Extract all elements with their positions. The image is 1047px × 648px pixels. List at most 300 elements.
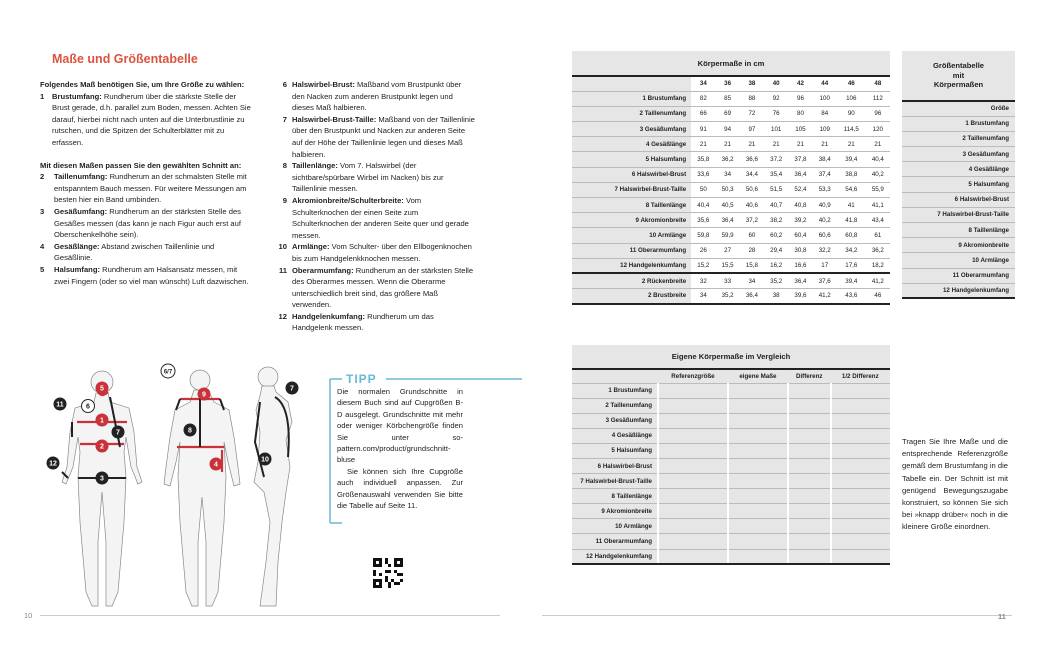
input-cell[interactable] xyxy=(728,534,788,549)
table-cell: 33,6 xyxy=(691,167,715,182)
table-row xyxy=(572,106,890,121)
table-cell: 17 xyxy=(813,258,837,273)
row-label: 8 Taillenlänge xyxy=(902,223,1015,238)
row-label: 4 Gesäßlänge xyxy=(572,428,658,443)
table-cell: 92 xyxy=(764,91,788,106)
side-figure xyxy=(164,370,240,606)
list-item: 2 Taillenumfang: Rundherum an der schmalsten Stelle mit entspanntem Bauch messen. Für weitere Messungen am besten hier ein Band umbinden. xyxy=(40,172,247,205)
table-row xyxy=(902,116,1015,131)
table-cell: 34 xyxy=(740,273,764,288)
table-cell: 35,6 xyxy=(691,213,715,228)
table-cell: 53,3 xyxy=(813,182,837,197)
table-cell: 105 xyxy=(788,122,812,137)
table-cell: 60,2 xyxy=(764,228,788,243)
table-header-row xyxy=(572,369,890,383)
column-header: 1/2 Differenz xyxy=(831,369,890,383)
row-label: 9 Akromionbreite xyxy=(902,238,1015,253)
row-label: 5 Halsumfang xyxy=(572,443,658,458)
intro-text: Folgendes Maß benötigen Sie, um Ihre Größe zu wählen: xyxy=(40,80,245,89)
table-cell: 41,8 xyxy=(837,213,866,228)
size-header: 34 xyxy=(691,76,715,91)
input-cell[interactable] xyxy=(788,489,831,504)
table-cell: 21 xyxy=(837,137,866,152)
input-cell[interactable] xyxy=(788,474,831,489)
row-label: 5 Halsumfang xyxy=(572,152,691,167)
svg-text:11: 11 xyxy=(56,401,64,409)
row-label: 9 Akromionbreite xyxy=(572,504,658,519)
table-cell: 96 xyxy=(866,106,890,121)
size-header: 42 xyxy=(788,76,812,91)
list-item: 10 Armlänge: Vom Schulter- über den Ellbogenknochen bis zum Handgelenkknochen messen. xyxy=(278,242,472,263)
table-cell: 94 xyxy=(715,122,739,137)
table-cell: 18,2 xyxy=(866,258,890,273)
table-cell: 35,2 xyxy=(764,273,788,288)
table-row xyxy=(572,549,890,564)
measure-list-1 xyxy=(40,91,252,149)
row-label: 11 Oberarmumfang xyxy=(902,268,1015,283)
table-row xyxy=(572,273,890,288)
svg-text:6/7: 6/7 xyxy=(163,369,173,376)
table-cell: 96 xyxy=(788,91,812,106)
row-label: 1 Brustumfang xyxy=(902,116,1015,131)
row-label: 2 Taillenumfang xyxy=(572,398,658,413)
table-cell: 106 xyxy=(837,91,866,106)
table-row xyxy=(572,489,890,504)
list-item: 12 Handgelenkumfang: Rundherum um das Handgelenk messen. xyxy=(278,311,434,333)
list-item: 6 Halswirbel-Brust: Maßband vom Brustpunkt über den Nacken zum anderen Brustpunkt legen und dieses Maß halbieren. xyxy=(282,80,462,113)
table-cell: 43,6 xyxy=(837,289,866,304)
input-cell[interactable] xyxy=(728,549,788,564)
input-cell[interactable] xyxy=(658,428,728,443)
input-cell[interactable] xyxy=(788,534,831,549)
input-cell[interactable] xyxy=(728,458,788,473)
front-figure xyxy=(62,371,142,606)
table-cell: 43,4 xyxy=(866,213,890,228)
page-number-right: 11 xyxy=(998,612,1006,621)
table-cell: 36,4 xyxy=(715,213,739,228)
table-cell: 51,5 xyxy=(764,182,788,197)
table-cell: 32 xyxy=(691,273,715,288)
table-cell: 109 xyxy=(813,122,837,137)
compare-table-wrap xyxy=(572,345,890,565)
size-header: 44 xyxy=(813,76,837,91)
row-label: 12 Handgelenkumfang xyxy=(572,258,691,273)
input-cell[interactable] xyxy=(658,549,728,564)
table-cell: 59,9 xyxy=(715,228,739,243)
input-cell[interactable] xyxy=(831,398,890,413)
table-row xyxy=(572,198,890,213)
row-label: 2 Brustbreite xyxy=(572,289,691,304)
svg-text:4: 4 xyxy=(214,461,218,469)
table-cell: 112 xyxy=(866,91,890,106)
table-row xyxy=(572,182,890,197)
input-cell[interactable] xyxy=(788,458,831,473)
table-cell: 120 xyxy=(866,122,890,137)
page-number-left: 10 xyxy=(24,611,33,620)
table-cell: 40,8 xyxy=(788,198,812,213)
table-cell: 35,4 xyxy=(764,167,788,182)
table-cell: 60,8 xyxy=(837,228,866,243)
table-cell: 15,8 xyxy=(740,258,764,273)
table-row xyxy=(572,122,890,137)
row-label: 4 Gesäßlänge xyxy=(902,162,1015,177)
input-cell[interactable] xyxy=(658,398,728,413)
list-item: 1 Brustumfang: Rundherum über die stärkste Stelle der Brust gerade, d.h. parallel zum Boden, messen. Achten Sie darauf, hierbei nicht nach unten auf die Unterbrustlinie zu rutschen, und die Spitzen der Schulterblätter mit zu erfassen. xyxy=(40,91,251,147)
column-header: eigene Maße xyxy=(728,369,788,383)
intro-text-2: Mit diesen Maßen passen Sie den gewählten Schnitt an: xyxy=(40,160,242,170)
list-item: 9 Akromionbreite/Schulterbreite: Vom Schulterknochen der einen Seite zum Schulterknochen der anderen Seite quer und gerade messen. xyxy=(282,195,469,240)
input-cell[interactable] xyxy=(658,443,728,458)
table-cell: 59,8 xyxy=(691,228,715,243)
input-cell[interactable] xyxy=(728,413,788,428)
row-label: 12 Handgelenkumfang xyxy=(572,549,658,564)
size-header: 38 xyxy=(740,76,764,91)
table-row xyxy=(572,534,890,549)
tipp-text: Die normalen Grundschnitte in diesem Buch sind auf Cupgrößen B-D ausgelegt. Grundschnitte mit mehr oder weniger Körbchengröße finden Sie unter so-pattern.com/product/grundschnitt-bluse Sie können sich Ihre Cupgröße auch individuell anpassen. Zur Größenauswahl verwenden Sie bitte die Tabelle auf Seite 11. xyxy=(337,387,463,511)
qr-code-icon[interactable] xyxy=(373,558,403,588)
table-cell: 91 xyxy=(691,122,715,137)
input-cell[interactable] xyxy=(831,428,890,443)
row-label: 10 Armlänge xyxy=(902,253,1015,268)
table-row xyxy=(572,213,890,228)
table-cell: 50,6 xyxy=(740,182,764,197)
table-cell: 36,6 xyxy=(740,152,764,167)
measure-list-2 xyxy=(40,171,252,287)
table-row xyxy=(572,243,890,258)
size-table-wrap xyxy=(902,51,1015,299)
table-cell: 21 xyxy=(691,137,715,152)
table-cell: 41 xyxy=(837,198,866,213)
table-cell: 38,4 xyxy=(813,152,837,167)
input-cell[interactable] xyxy=(658,504,728,519)
table-cell: 21 xyxy=(764,137,788,152)
body-measure-table-wrap xyxy=(572,51,890,305)
size-header: Größe xyxy=(902,101,1015,116)
row-label: 6 Halswirbel-Brust xyxy=(902,192,1015,207)
svg-text:10: 10 xyxy=(261,456,269,464)
table-cell: 32,2 xyxy=(813,243,837,258)
row-label: 11 Oberarmumfang xyxy=(572,243,691,258)
table-cell: 30,8 xyxy=(788,243,812,258)
size-table-title: Größentabelle mit Körpermaßen xyxy=(902,51,1015,101)
table-row xyxy=(572,428,890,443)
row-label: 1 Brustumfang xyxy=(572,91,691,106)
row-label: 5 Halsumfang xyxy=(902,177,1015,192)
input-cell[interactable] xyxy=(831,549,890,564)
footer-line-left xyxy=(40,615,500,616)
table-cell: 36,2 xyxy=(715,152,739,167)
table-row xyxy=(902,268,1015,283)
table-cell: 26 xyxy=(691,243,715,258)
row-label: 10 Armlänge xyxy=(572,228,691,243)
table-cell: 61 xyxy=(866,228,890,243)
side-note: Tragen Sie Ihre Maße und die entsprechende Referenzgröße gemäß dem Brustumfang in die Tabelle ein. Der Schnitt ist mit genügend Bewegungszugabe konstruiert, so können Sie sich bei »knapp drüber« noch in die kleinere Größe einordnen. xyxy=(902,437,1008,532)
table-cell: 29,4 xyxy=(764,243,788,258)
table-row xyxy=(902,147,1015,162)
input-cell[interactable] xyxy=(728,519,788,534)
table-cell: 37,6 xyxy=(813,273,837,288)
input-cell[interactable] xyxy=(728,443,788,458)
row-label: 1 Brustumfang xyxy=(572,383,658,398)
table-row xyxy=(902,283,1015,298)
list-item: 11 Oberarmumfang: Rundherum an der stärksten Stelle des Oberarmes messen. Wenn die Oberarme unterschiedlich breit sind, das größere Maß verwenden. xyxy=(278,265,474,310)
column-header: Referenzgröße xyxy=(658,369,728,383)
table-cell: 15,2 xyxy=(691,258,715,273)
row-label: 3 Gesäßumfang xyxy=(572,413,658,428)
list-item: 4 Gesäßlänge: Abstand zwischen Taillenlinie und Gesäßlinie. xyxy=(40,241,215,263)
table-cell: 36,4 xyxy=(788,273,812,288)
svg-text:2: 2 xyxy=(100,443,104,451)
input-cell[interactable] xyxy=(831,458,890,473)
table-row xyxy=(902,223,1015,238)
table-cell: 52,4 xyxy=(788,182,812,197)
table-row xyxy=(572,458,890,473)
input-cell[interactable] xyxy=(658,474,728,489)
text-column-right xyxy=(277,79,475,334)
table-cell: 39,4 xyxy=(837,273,866,288)
input-cell[interactable] xyxy=(658,534,728,549)
table-cell: 21 xyxy=(866,137,890,152)
page-title: Maße und Größentabelle xyxy=(52,52,198,66)
svg-text:1: 1 xyxy=(100,417,104,425)
table-cell: 37,2 xyxy=(740,213,764,228)
table-cell: 34,2 xyxy=(837,243,866,258)
table-row xyxy=(572,228,890,243)
compare-table xyxy=(572,345,890,565)
table-cell: 39,4 xyxy=(837,152,866,167)
svg-text:5: 5 xyxy=(100,385,104,393)
input-cell[interactable] xyxy=(788,443,831,458)
table-cell: 39,2 xyxy=(788,213,812,228)
input-cell[interactable] xyxy=(831,519,890,534)
table-cell: 36,4 xyxy=(740,289,764,304)
input-cell[interactable] xyxy=(728,474,788,489)
table-cell: 21 xyxy=(740,137,764,152)
table-cell: 38 xyxy=(764,289,788,304)
text-column-left xyxy=(40,79,252,287)
table-cell: 40,4 xyxy=(691,198,715,213)
table-cell: 114,5 xyxy=(837,122,866,137)
table-cell: 40,4 xyxy=(866,152,890,167)
table-header-row xyxy=(902,101,1015,116)
row-label: 7 Halswirbel-Brust-Taille xyxy=(902,207,1015,222)
table-row xyxy=(572,474,890,489)
table-cell: 54,6 xyxy=(837,182,866,197)
input-cell[interactable] xyxy=(728,428,788,443)
table-cell: 28 xyxy=(740,243,764,258)
table-cell: 36,4 xyxy=(788,167,812,182)
table-cell: 50 xyxy=(691,182,715,197)
row-label: 12 Handgelenkumfang xyxy=(902,283,1015,298)
table-cell: 90 xyxy=(837,106,866,121)
size-header: 48 xyxy=(866,76,890,91)
table-cell: 69 xyxy=(715,106,739,121)
table-row xyxy=(902,177,1015,192)
body-measure-table xyxy=(572,51,890,305)
input-cell[interactable] xyxy=(728,489,788,504)
svg-text:3: 3 xyxy=(100,475,104,483)
size-header: 40 xyxy=(764,76,788,91)
table-row xyxy=(572,413,890,428)
table-cell: 41,2 xyxy=(813,289,837,304)
table-row xyxy=(572,504,890,519)
input-cell[interactable] xyxy=(788,549,831,564)
table-cell: 15,5 xyxy=(715,258,739,273)
table-cell: 55,9 xyxy=(866,182,890,197)
table-row xyxy=(902,253,1015,268)
svg-text:6: 6 xyxy=(86,403,90,411)
input-cell[interactable] xyxy=(788,398,831,413)
table-cell: 34 xyxy=(715,167,739,182)
table-row xyxy=(902,192,1015,207)
table-cell: 100 xyxy=(813,91,837,106)
table-cell: 36,2 xyxy=(866,243,890,258)
table-cell: 46 xyxy=(866,289,890,304)
input-cell[interactable] xyxy=(658,489,728,504)
list-item: 5 Halsumfang: Rundherum am Halsansatz messen, mit zwei Fingern (oder so viel man wünscht) Luft dazwischen. xyxy=(40,264,249,286)
table-header-row xyxy=(572,76,890,91)
table-cell: 16,2 xyxy=(764,258,788,273)
input-cell[interactable] xyxy=(831,474,890,489)
size-header: 36 xyxy=(715,76,739,91)
table-cell: 35,2 xyxy=(715,289,739,304)
input-cell[interactable] xyxy=(788,428,831,443)
table-cell: 40,2 xyxy=(866,167,890,182)
table-cell: 41,1 xyxy=(866,198,890,213)
table-row xyxy=(572,289,890,304)
table-cell: 39,6 xyxy=(788,289,812,304)
row-label: 7 Halswirbel-Brust-Taille xyxy=(572,474,658,489)
input-cell[interactable] xyxy=(728,383,788,398)
table-cell: 60,4 xyxy=(788,228,812,243)
row-label: 6 Halswirbel-Brust xyxy=(572,167,691,182)
row-label: 4 Gesäßlänge xyxy=(572,137,691,152)
size-table xyxy=(902,51,1015,299)
row-label: 2 Rückenbreite xyxy=(572,273,691,288)
input-cell[interactable] xyxy=(658,383,728,398)
svg-text:7: 7 xyxy=(116,429,120,437)
input-cell[interactable] xyxy=(831,383,890,398)
table-cell: 60,6 xyxy=(813,228,837,243)
list-item: 3 Gesäßumfang: Rundherum an der stärksten Stelle des Gesäßes messen (das kann je nach Figur auch erst auf Oberschenkelhöhe sein). xyxy=(40,206,241,240)
input-cell[interactable] xyxy=(728,504,788,519)
input-cell[interactable] xyxy=(658,458,728,473)
table-cell: 38,8 xyxy=(837,167,866,182)
table-cell: 80 xyxy=(788,106,812,121)
table-cell: 76 xyxy=(764,106,788,121)
column-header: Differenz xyxy=(788,369,831,383)
compare-table-title: Eigene Körpermaße im Vergleich xyxy=(572,345,890,369)
table-cell: 41,2 xyxy=(866,273,890,288)
input-cell[interactable] xyxy=(831,443,890,458)
table-cell: 84 xyxy=(813,106,837,121)
row-label: 6 Halswirbel-Brust xyxy=(572,458,658,473)
table-row xyxy=(572,443,890,458)
input-cell[interactable] xyxy=(788,504,831,519)
table-row xyxy=(902,162,1015,177)
input-cell[interactable] xyxy=(728,398,788,413)
row-label: 8 Taillenlänge xyxy=(572,489,658,504)
table-row xyxy=(902,131,1015,146)
table-cell: 17,6 xyxy=(837,258,866,273)
table-row xyxy=(572,519,890,534)
input-cell[interactable] xyxy=(831,489,890,504)
table-cell: 40,5 xyxy=(715,198,739,213)
table-cell: 34 xyxy=(691,289,715,304)
table-cell: 37,4 xyxy=(813,167,837,182)
table-cell: 21 xyxy=(813,137,837,152)
table-cell: 40,6 xyxy=(740,198,764,213)
body-table-title: Körpermaße in cm xyxy=(572,51,890,76)
table-cell: 85 xyxy=(715,91,739,106)
row-label: 2 Taillenumfang xyxy=(572,106,691,121)
table-row xyxy=(902,238,1015,253)
input-cell[interactable] xyxy=(658,413,728,428)
row-label: 8 Taillenlänge xyxy=(572,198,691,213)
table-cell: 21 xyxy=(715,137,739,152)
measure-list-3 xyxy=(277,79,475,334)
input-cell[interactable] xyxy=(658,519,728,534)
row-label: 9 Akromionbreite xyxy=(572,213,691,228)
size-header: 46 xyxy=(837,76,866,91)
table-row xyxy=(572,137,890,152)
list-item: 8 Taillenlänge: Vom 7. Halswirbel (der sichtbare/spürbare Wirbel im Nacken) bis zur Taillenlinie messen. xyxy=(282,161,444,194)
table-cell: 60 xyxy=(740,228,764,243)
table-cell: 21 xyxy=(788,137,812,152)
row-label: 3 Gesäßumfang xyxy=(572,122,691,137)
table-cell: 40,2 xyxy=(813,213,837,228)
table-cell: 97 xyxy=(740,122,764,137)
table-cell: 37,8 xyxy=(788,152,812,167)
input-cell[interactable] xyxy=(831,504,890,519)
table-cell: 88 xyxy=(740,91,764,106)
table-cell: 37,2 xyxy=(764,152,788,167)
table-cell: 16,6 xyxy=(788,258,812,273)
table-cell: 40,9 xyxy=(813,198,837,213)
row-label: 11 Oberarmumfang xyxy=(572,534,658,549)
row-label: 3 Gesäßumfang xyxy=(902,147,1015,162)
table-cell: 72 xyxy=(740,106,764,121)
svg-text:8: 8 xyxy=(188,427,192,435)
footer-line-right xyxy=(542,615,1012,616)
table-cell: 82 xyxy=(691,91,715,106)
table-cell: 50,3 xyxy=(715,182,739,197)
table-cell: 35,8 xyxy=(691,152,715,167)
table-row xyxy=(572,383,890,398)
table-row xyxy=(572,258,890,273)
table-row xyxy=(902,207,1015,222)
table-row xyxy=(572,398,890,413)
list-item: 7 Halswirbel-Brust-Taille: Maßband von der Taillenlinie über den Brustpunkt und Nacken zur anderen Seite auf der Höhe der Taillenlinie legen und dieses Maß halbieren. xyxy=(282,114,475,159)
input-cell[interactable] xyxy=(788,519,831,534)
input-cell[interactable] xyxy=(788,383,831,398)
tipp-title: TIPP xyxy=(346,372,377,386)
svg-text:12: 12 xyxy=(49,460,57,468)
table-cell: 40,7 xyxy=(764,198,788,213)
svg-text:7: 7 xyxy=(290,385,294,393)
row-label: 10 Armlänge xyxy=(572,519,658,534)
input-cell[interactable] xyxy=(831,534,890,549)
table-row xyxy=(572,91,890,106)
table-cell: 66 xyxy=(691,106,715,121)
input-cell[interactable] xyxy=(831,413,890,428)
table-cell: 34,4 xyxy=(740,167,764,182)
row-label: 7 Halswirbel-Brust-Taille xyxy=(572,182,691,197)
input-cell[interactable] xyxy=(788,413,831,428)
table-cell: 101 xyxy=(764,122,788,137)
table-row xyxy=(572,167,890,182)
table-cell: 33 xyxy=(715,273,739,288)
